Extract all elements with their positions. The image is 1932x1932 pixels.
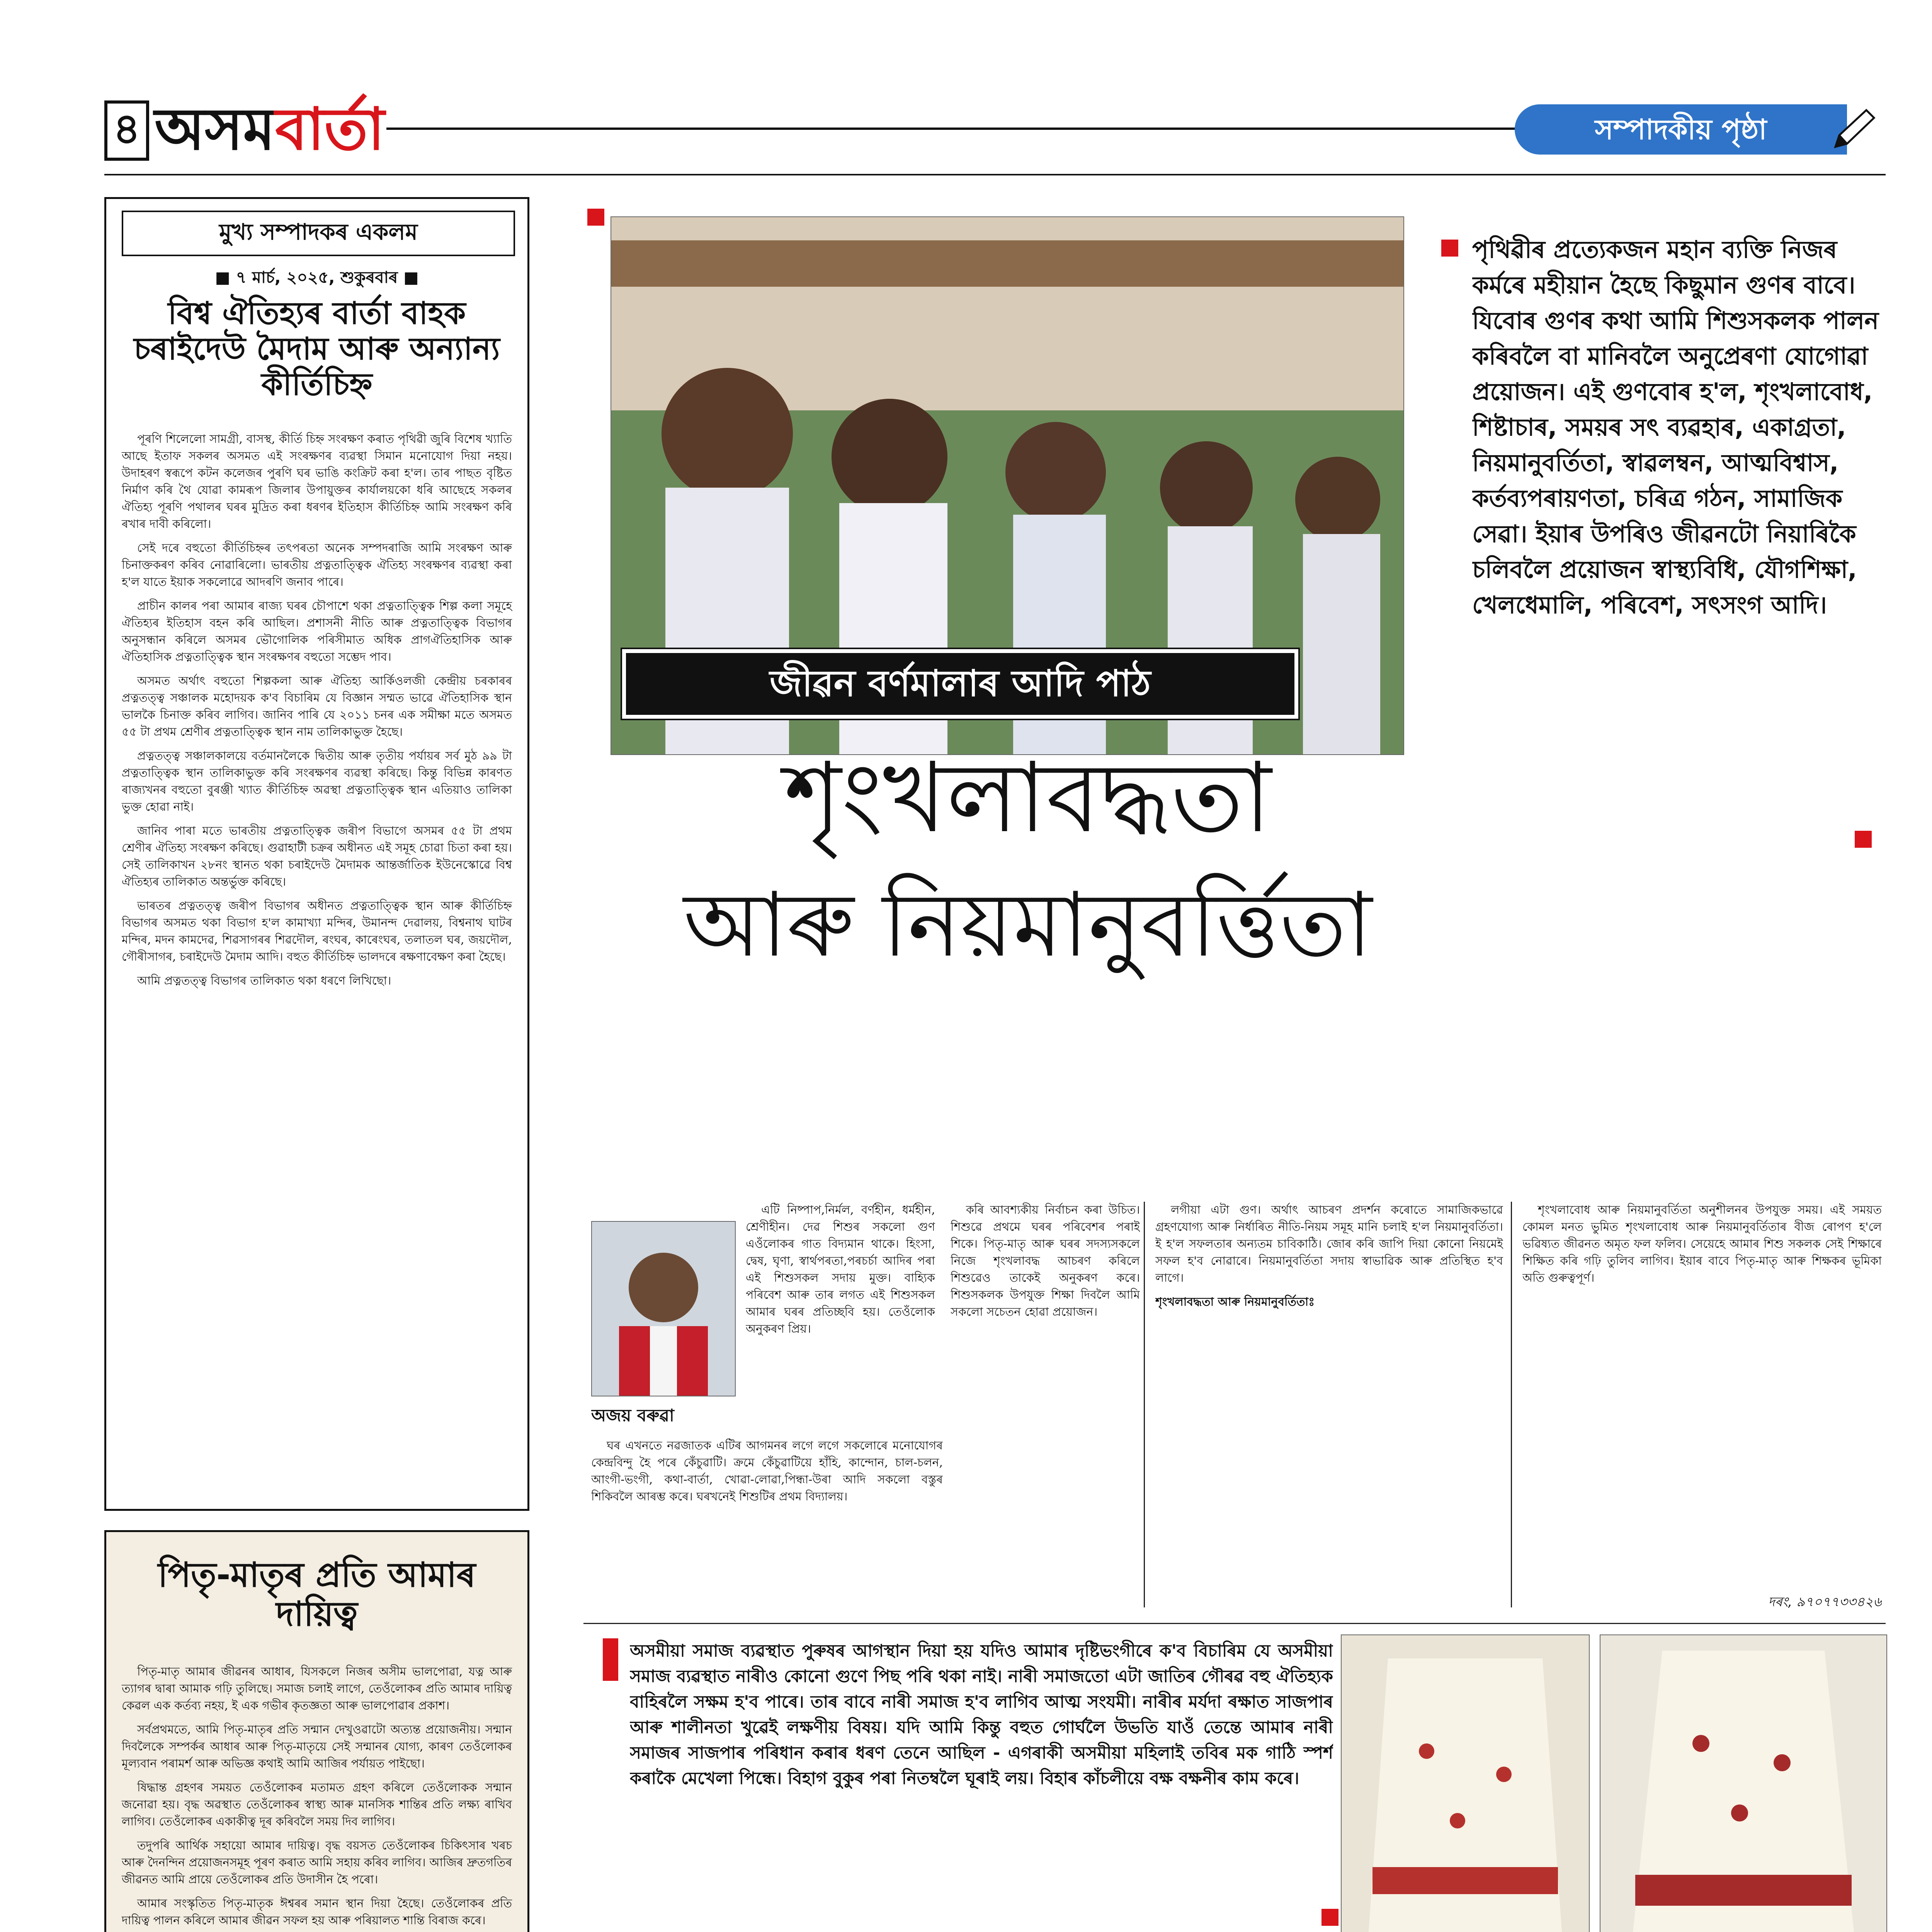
feature-paragraph: শৃংখলাবোধ আৰু নিয়মানুবৰ্তিতা অনুশীলনৰ উপযুক্ত সময়। এই সময়ত কোমল মনত ভুমিত শৃংখলাবোধ আৰু নিয়মানুবৰ্তিতাৰ বীজ ৰোপণ হ'লে ভৱিষ্যত জীৱনত অমৃত ফল ফলিব। সেয়েহে আমাৰ শিশু সকলক সেই শিক্ষাৰে শিক্ষিত কৰি গঢ়ি তুলিব লাগিব। ইয়াৰ বাবে পিতৃ-মাতৃ আৰু শিক্ষকৰ ভূমিকা অতি গুৰুত্বপূৰ্ণ। bbox=[1522, 1203, 1882, 1285]
editorial-paragraph: প্ৰাচীন কালৰ পৰা আমাৰ ৰাজ্য ঘৰৰ চৌপাশে থকা প্ৰত্নতাত্ত্বিক শিল্প কলা সমূহে ঐতিহ্যৰ ইতিহাস বহন কৰি আছিল। প্ৰশাসনী নীতি আৰু প্ৰত্নতাত্ত্বিক বিভাগৰ অনুসন্ধান কৰিলে অসমৰ ভৌগোলিক পৰিসীমাত অধিক প্ৰাগঐতিহাসিক আৰু ঐতিহাসিক প্ৰত্নতাত্ত্বিক স্থান সংৰক্ষণৰ বহুতো সম্ভেদ পাব। bbox=[122, 599, 512, 664]
feature-paragraph: কৰি আবশ্যকীয় নিৰ্বাচন কৰা উচিত। শিশুৱে প্ৰথমে ঘৰৰ পৰিবেশৰ পৰাই শিকে। পিতৃ-মাতৃ আৰু ঘৰৰ সদস্যসকলে নিজে শৃংখলাবদ্ধ আচৰণ কৰিলে শিশুৱেও তাকেই অনুকৰণ কৰে। শিশুসকলক উপযুক্ত শিক্ষা দিবলৈ আমি সকলো সচেতন হোৱা প্ৰয়োজন। bbox=[951, 1203, 1140, 1319]
feature-banner-text: জীৱন বৰ্ণমালাৰ আদি পাঠ bbox=[769, 663, 1151, 705]
saree-illustration-right bbox=[1600, 1635, 1886, 1932]
editor-column bbox=[104, 197, 529, 1511]
parents-duty-paragraph: পিতৃ-মাতৃ আমাৰ জীৱনৰ আধাৰ, যিসকলে নিজৰ অসীম ভালপোৱা, যত্ন আৰু ত্যাগৰ দ্বাৰা আমাক গঢ়ি তুলিছে। সমাজ চলাই লাগে, তেওঁলোকৰ প্ৰতি আমাৰ দায়িত্ব কেৱল এক কৰ্তব্য নহয়, ই এক গভীৰ কৃতজ্ঞতা আৰু ভালপোৱাৰ প্ৰকাশ। bbox=[122, 1665, 512, 1713]
masthead bbox=[104, 93, 1886, 182]
red-accent-square bbox=[1441, 240, 1458, 257]
editorial-paragraph: পূৰণি শিলেলো সামগ্ৰী, বাসস্থ, কীৰ্তি চিহ্ন সংৰক্ষণ কৰাত পৃথিৱী জুৰি বিশেষ খ্যাতি আছে ইতাফ সকলৰ অসমত এই সংৰক্ষণৰ ব্যৱস্থা সিমান মনোযোগ দিয়া নহয়। উদাহৰণ স্বৰূপে কটন কলেজৰ পুৰণি ঘৰ ভাঙি কংক্ৰিট কৰা হ'ল। তাৰ পাছত বৃষ্টিত নিৰ্মাণ কৰি থৈ যোৱা কামৰূপ জিলাৰ উপায়ুক্তৰ কাৰ্যালয়কো ধৰি আছেহে সকলৰ ঐতিহ্য পূৰণি পথালৰ ঘৰৰ মুদ্ৰিত কৰা ধৰণৰ ইতিহাস কীৰ্তিচিহ্ন আমি সংৰক্ষণ কৰি ৰখাৰ দাবী কৰিলো। bbox=[122, 432, 512, 531]
section-divider bbox=[583, 1623, 1886, 1624]
red-accent-square bbox=[603, 1638, 618, 1681]
feature-phone: দৰং, ৯৭০৭৭৩৩৪২৬ bbox=[1768, 1594, 1882, 1610]
logo-part-2: বাৰ্তা bbox=[275, 96, 385, 163]
logo-part-1: অসম bbox=[155, 96, 276, 163]
parents-duty-body bbox=[122, 1663, 512, 1932]
parents-duty-paragraph: আমাৰ সংস্কৃতিত পিতৃ-মাতৃক ঈশ্বৰৰ সমান স্থান দিয়া হৈছে। তেওঁলোকৰ প্ৰতি দায়িত্ব পালন কৰিলে আমাৰ জীৱন সফল হয় আৰু পৰিয়ালত শান্তি বিৰাজ কৰে। bbox=[122, 1897, 512, 1927]
feature-headline-line-1: শৃংখলাবদ্ধতা bbox=[784, 742, 1272, 854]
editorial-paragraph: ভাৰতৰ প্ৰত্নতত্ত্ব জৰীপ বিভাগৰ অধীনত প্ৰত্নতাত্ত্বিক স্থান আৰু কীৰ্তিচিহ্ন বিভাগৰ অসমত থকা বিভাগ হ'ল কামাখ্যা মন্দিৰ, উমানন্দ দেৱালয়, বিশ্বনাথ ঘাটৰ মন্দিৰ, মদন কামদেৱ, শিৱসাগৰৰ শিৱদৌল, ৰংঘৰ, কাৰেংঘৰ, তলাতল ঘৰ, জয়দৌল, গৌৰীসাগৰ, চৰাইদেউ মৈদাম আদি। বহুত কীৰ্তিচিহ্ন ভালদৰে ৰক্ষণাবেক্ষণ কৰা হৈছে। bbox=[122, 899, 512, 964]
editorial-paragraph: সেই দৰে বহুতো কীৰ্তিচিহ্নৰ তৎপৰতা অনেক সম্পদৰাজি আমি সংৰক্ষণ আৰু চিনাক্তকৰণ কৰিব নোৱাৰিলো। ভাৰতীয় প্ৰত্নতাত্ত্বিক ঐতিহ্য সংৰক্ষণৰ ব্যৱস্থা কৰা হ'ল যাতে ইয়াক সকলোৱে আদৰণি জনাব পাৰে। bbox=[122, 541, 512, 589]
page-number bbox=[104, 100, 149, 161]
feature-headline bbox=[587, 734, 1468, 1159]
pencil-icon bbox=[1832, 108, 1878, 151]
saree-photo-right bbox=[1600, 1634, 1887, 1932]
date-line: ■ ৭ মাৰ্চ, ২০২৫, শুকুৰবাৰ ■ bbox=[215, 268, 419, 287]
editorial-paragraph: জানিব পাৰা মতে ভাৰতীয় প্ৰত্নতাত্ত্বিক জৰীপ বিভাগে অসমৰ ৫৫ টা প্ৰথম শ্ৰেণীৰ ঐতিহ্য সংৰক্ষণ কৰিছে। গুৱাহাটী চক্ৰৰ অধীনত এই সমূহ চোৱা চিতা কৰা হয়। সেই তালিকাখন ২৮নং স্থানত থকা চৰাইদেউ মৈদামক আন্তৰ্জাতিক ইউনেস্কোৱে বিশ্ব ঐতিহ্যৰ তালিকাত অন্তৰ্ভুক্ত কৰিছে। bbox=[122, 824, 512, 889]
author-portrait bbox=[592, 1222, 735, 1396]
parents-duty-paragraph: তদুপৰি আৰ্থিক সহায়ো আমাৰ দায়িত্ব। বৃদ্ধ বয়সত তেওঁলোকৰ চিকিৎসাৰ খৰচ আৰু দৈনন্দিন প্ৰয়োজনসমূহ পূৰণ কৰাত আমি সহায় কৰিব লাগিব। আজিৰ দ্ৰুতগতিৰ জীৱনত আমি প্ৰায়ে তেওঁলোকৰ প্ৰতি উদাসীন হৈ পৰো। bbox=[122, 1839, 512, 1886]
feature-paragraph: লগীয়া এটা গুণ। অৰ্থাৎ আচৰণ প্ৰদৰ্শন কৰোতে সামাজিকভাৱে গ্ৰহণযোগ্য আৰু নিৰ্ধাৰিত নীতি-নিয়ম সমূহ মানি চলাই হ'ল নিয়মানুবৰ্তিতা। ই হ'ল সফলতাৰ অন্যতম চাবিকাঠি। জোৰ কৰি জাপি দিয়া কোনো নিয়মেই সফল হ'ব নোৱাৰে। নিয়মানুবৰ্তিতা সদায় স্বাভাৱিক আৰু প্ৰতিস্থিত হ'ব লাগে। bbox=[1155, 1203, 1503, 1285]
parents-duty-paragraph: সৰ্বপ্ৰথমতে, আমি পিতৃ-মাতৃৰ প্ৰতি সন্মান দেখুওৱাটো অত্যন্ত প্ৰয়োজনীয়। সন্মান দিবলৈকে সম্পৰ্কৰ আধাৰ আৰু পিতৃ-মাতৃয়ে সেই সন্মানৰ যোগ্য, কাৰণ তেওঁলোকৰ মূল্যবান পৰামৰ্শ আৰু অভিজ্ঞ কথাই আমি আজিৰ পৰ্যায়ত পাইছো। bbox=[122, 1723, 512, 1770]
feature-paragraph: এটি নিষ্পাপ,নিৰ্মল, বৰ্ণহীন, ধৰ্মহীন, শ্ৰেণীহীন। দেৱ শিশুৰ সকলো গুণ এওঁলোকৰ গাত বিদ্যমান থাকে। হিংসা, দ্বেষ, ঘৃণা, স্বাৰ্থপৰতা,পৰচৰ্চা আদিৰ পৰা এই শিশুসকল সদায় মুক্ত। বাহ্যিক পৰিবেশ আৰু তাৰ লগত এই শিশুসকল আমাৰ ঘৰৰ প্ৰতিচ্ছবি হয়। তেওঁলোক অনুকৰণ প্ৰিয়। bbox=[746, 1203, 935, 1336]
editor-box-title-text: মুখ্য সম্পাদকৰ একলম bbox=[219, 219, 418, 245]
masthead-rule bbox=[386, 128, 1530, 130]
masthead-bottom-rule bbox=[104, 174, 1886, 175]
column-rule bbox=[1511, 1202, 1512, 1607]
feature-quote: পৃথিৱীৰ প্ৰত্যেকজন মহান ব্যক্তি নিজৰ কৰ্মৰে মহীয়ান হৈছে কিছুমান গুণৰ বাবে। যিবোৰ গুণৰ কথা আমি শিশুসকলক পালন কৰিবলৈ বা মানিবলৈ অনুপ্ৰেৰণা যোগোৱা প্ৰয়োজন। এই গুণবোৰ হ'ল, শৃংখলাবোধ, শিষ্টাচাৰ, সময়ৰ সৎ ব্যৱহাৰ, একাগ্ৰতা, নিয়মানুবৰ্তিতা, স্বাৱলম্বন, আত্মবিশ্বাস, কৰ্তব্যপৰায়ণতা, চৰিত্ৰ গঠন, সামাজিক সেৱা। ইয়াৰ উপৰিও জীৱনটো নিয়াৰিকৈ চলিবলৈ প্ৰয়োজন স্বাস্থ্যবিধি, যৌগশিক্ষা, খেলধেমালি, পৰিবেশ, সৎসংগ আদি। bbox=[1472, 235, 1879, 619]
feature-column-5 bbox=[1522, 1202, 1882, 1588]
feature-column-3 bbox=[951, 1202, 1140, 1615]
page-number-text: ৪ bbox=[113, 104, 141, 153]
red-accent-square bbox=[1855, 831, 1872, 848]
section-label-text: সম্পাদকীয় পৃষ্ঠা bbox=[1595, 113, 1767, 146]
parents-duty-box bbox=[104, 1530, 529, 1932]
editorial-headline: বিশ্ব ঐতিহ্যৰ বাৰ্তা বাহক চৰাইদেউ মৈদাম আৰু অন্যান্য কীৰ্তিচিহ্ন bbox=[134, 295, 500, 402]
feature-column-4 bbox=[1155, 1202, 1503, 1615]
feature-headline-line-2: আৰু নিয়মানুবৰ্ত্তিতা bbox=[683, 874, 1372, 977]
section-label bbox=[1515, 104, 1847, 155]
column-rule bbox=[1144, 1202, 1145, 1607]
editor-box-title bbox=[122, 211, 515, 256]
logo bbox=[155, 93, 384, 166]
editorial-paragraph: অসমত অৰ্থাৎ বহুতো শিল্পকলা আৰু ঐতিহ্য আৰ্কিওলজী কেন্দ্ৰীয় চৰকাৰৰ প্ৰত্নতত্ত্ব সঞ্চালক মহোদয়ক ক'ব বিচাৰিম যে বিজ্ঞান সম্মত ভাৱে ঐতিহাসিক স্থান ভালকৈ চিনাক্ত কৰিব লাগিব। জানিব পাৰি যে ২০১১ চনৰ এক সমীক্ষা মতে অসমত ৫৫ টা প্ৰথম শ্ৰেণীৰ প্ৰত্নতাত্ত্বিক স্থান নাম তালিকাভুক্ত হৈছে। bbox=[122, 674, 512, 739]
saree-illustration-left bbox=[1342, 1635, 1589, 1932]
author-photo bbox=[591, 1221, 736, 1396]
feature-column-2 bbox=[591, 1437, 943, 1615]
parents-duty-paragraph: ষিদ্ধান্ত গ্ৰহণৰ সময়ত তেওঁলোকৰ মতামত গ্ৰহণ কৰিলে তেওঁলোকক সন্মান জনোৱা হয়। বৃদ্ধ অৱস্থাত তেওঁলোকৰ স্বাস্থ্য আৰু মানসিক শান্তিৰ প্ৰতি লক্ষ্য ৰাখিব লাগিব। তেওঁলোকৰ একাকীত্ব দূৰ কৰিবলৈ সময় দিব লাগিব। bbox=[122, 1781, 512, 1828]
red-accent-square bbox=[587, 209, 604, 226]
feature-paragraph: ঘৰ এখনতে নৱজাতক এটিৰ আগমনৰ লগে লগে সকলোৰে মনোযোগৰ কেন্দ্ৰবিন্দু হৈ পৰে কেঁচুৱাটি। ক্ৰমে কেঁচুৱাটিয়ে হাঁহি, কান্দোন, চাল-চলন, আংগী-ভংগী, কথা-বাৰ্তা, খোৱা-লোৱা,পিন্ধা-উৰা আদি সকলো বস্তুৰ শিকিবলৈ আৰম্ভ কৰে। ঘৰখনেই শিশুটিৰ প্ৰথম বিদ্যালয়। bbox=[591, 1439, 943, 1503]
red-accent-square bbox=[1321, 1909, 1338, 1926]
feature-sub-heading: শৃংখলাবদ্ধতা আৰু নিয়মানুবৰ্তিতাঃ bbox=[1155, 1295, 1315, 1309]
feature-banner bbox=[622, 649, 1298, 719]
author-name: অজয় বৰুৱা bbox=[591, 1406, 674, 1425]
editorial-paragraph: আমি প্ৰত্নতত্ত্ব বিভাগৰ তালিকাত থকা ধৰণে লিখিছো। bbox=[137, 974, 391, 988]
editorial-body bbox=[122, 431, 512, 1497]
middle-strip-text: অসমীয়া সমাজ ব্যৱস্থাত পুৰুষৰ আগস্থান দিয়া হয় যদিও আমাৰ দৃষ্টিভংগীৰে ক'ব বিচাৰিম যে অসমীয়া সমাজ ব্যৱস্থাত নাৰীও কোনো গুণে পিছ পৰি থকা নাই। নাৰী সমাজতো এটা জাতিৰ গৌৰৱ বহু ঐতিহ্যক বাহিৰলৈ সক্ষম হ'ব পাৰে। তাৰ বাবে নাৰী সমাজ হ'ব লাগিব আত্ম সংযমী। নাৰীৰ মৰ্যদা ৰক্ষাত সাজপাৰ আৰু শালীনতা খুৱেই লক্ষণীয় বিষয়। যদি আমি কিন্তু বহুত গোৰ্ঘলৈ উভতি যাওঁ তেন্তে আমাৰ নাৰী সমাজৰ সাজপাৰ পৰিধান কৰাৰ ধৰণ তেনে আছিল - এগৰাকী অসমীয়া মহিলাই তবিৰ মক গাঠি স্পৰ্শ কৰাকৈ মেখেলা পিন্ধে। বিহাগ বুকুৰ পৰা নিতম্বলৈ ঘূৰাই লয়। বিহাৰ কাঁচলীয়ে বক্ষ বক্ষনীৰ কাম কৰে। bbox=[630, 1641, 1333, 1788]
saree-photo-left bbox=[1341, 1634, 1590, 1932]
parents-duty-headline: পিতৃ-মাতৃৰ প্ৰতি আমাৰ দায়িত্ব bbox=[158, 1555, 476, 1634]
editorial-paragraph: প্ৰত্নতত্ত্ব সঞ্চালকালয়ে বৰ্তমানলৈকে দ্বিতীয় আৰু তৃতীয় পৰ্যায়ৰ সৰ্ব মুঠ ৯৯ টা প্ৰত্নতাত্ত্বিক স্থান তালিকাভুক্ত কৰি সংৰক্ষণৰ ব্যৱস্থা কৰিছে। কিন্তু বিভিন্ন কাৰণত ৰাজ্যখনৰ বহুতো বুৰঞ্জী খ্যাত কীৰ্তিচিহ্ন অৱস্থা প্ৰত্নতাত্ত্বিক স্থান এতিয়াও তালিকা ভুক্ত হোৱা নাই। bbox=[122, 749, 512, 814]
